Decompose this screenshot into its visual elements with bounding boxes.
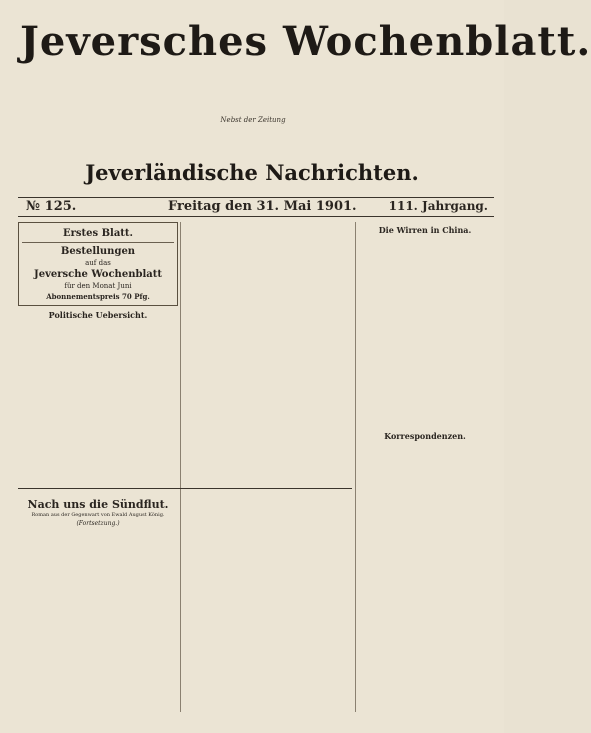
novel-continuation: (Fortsetzung.) xyxy=(76,520,120,527)
issue-year: 111. Jahrgang. xyxy=(388,199,488,213)
box-line: auf das xyxy=(85,259,111,267)
box-paper-name: Jeversche Wochenblatt xyxy=(34,269,162,280)
divider xyxy=(22,242,174,243)
feuilleton xyxy=(18,494,178,529)
box-price: Abonnementspreis 70 Pfg. xyxy=(46,292,150,301)
newspaper-title: Jeversches Wochenblatt. xyxy=(20,18,591,65)
issue-number: № 125. xyxy=(26,199,77,214)
section-title: Politische Uebersicht. xyxy=(48,310,148,320)
dateline xyxy=(18,197,494,217)
subscription-box xyxy=(18,222,178,306)
feuilleton-rule xyxy=(18,488,352,489)
newspaper-subtitle: Jeverländische Nachrichten. xyxy=(85,160,419,185)
box-title: Erstes Blatt. xyxy=(62,228,134,239)
column-divider xyxy=(355,222,356,712)
issue-date: Freitag den 31. Mai 1901. xyxy=(168,199,357,214)
masthead-supplement-note: Nebst der Zeitung xyxy=(220,116,286,124)
novel-author: Roman aus der Gegenwart von Ewald August König. xyxy=(31,512,165,518)
section-title: Korrespondenzen. xyxy=(384,431,466,441)
column-1 xyxy=(18,222,178,323)
section-title: Die Wirren in China. xyxy=(378,225,472,235)
box-line: für den Monat Juni xyxy=(64,282,132,290)
article-body xyxy=(358,238,492,428)
column-divider xyxy=(180,222,181,712)
column-3 xyxy=(358,222,492,444)
box-line: Bestellungen xyxy=(60,246,136,257)
novel-title: Nach uns die Sündflut. xyxy=(27,498,169,511)
masthead xyxy=(0,0,591,185)
